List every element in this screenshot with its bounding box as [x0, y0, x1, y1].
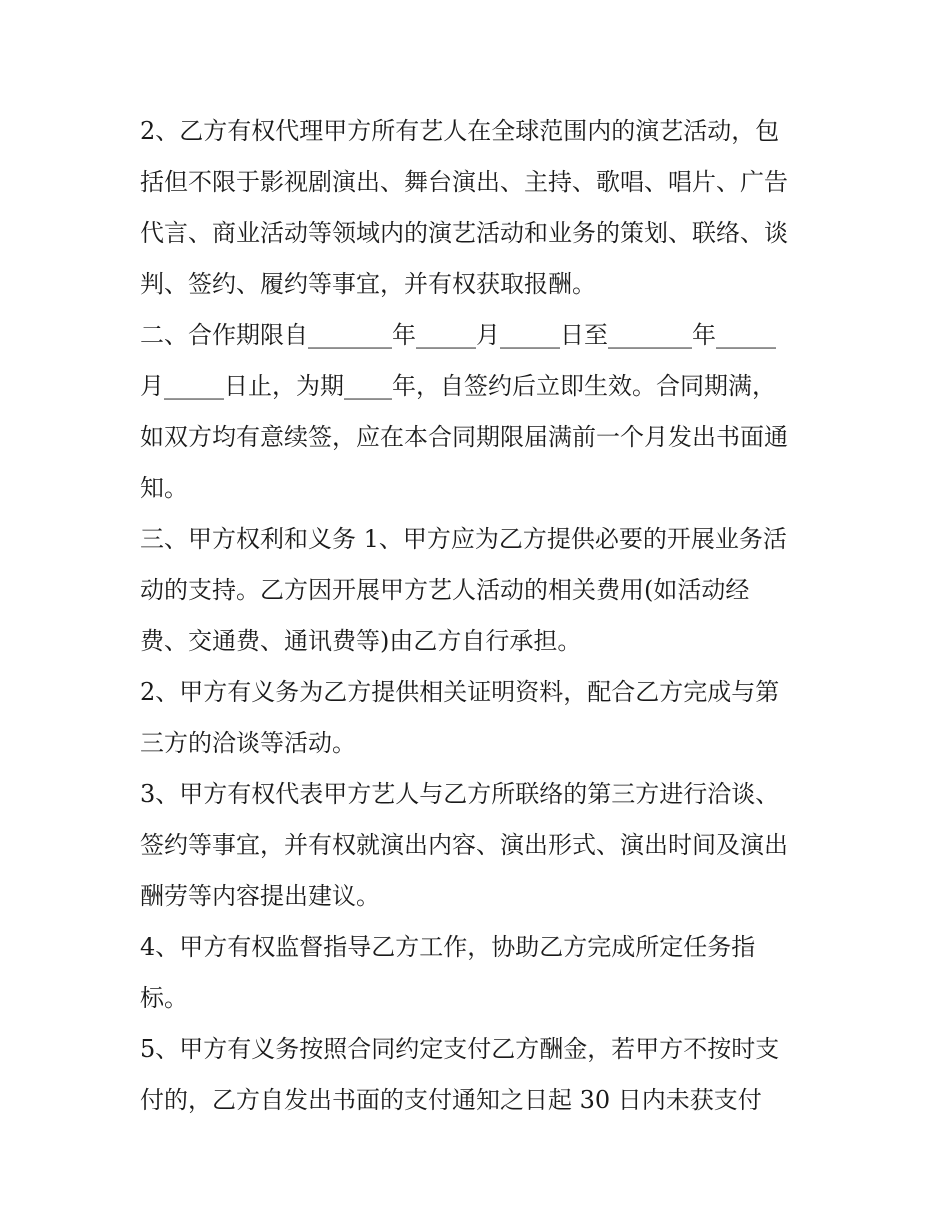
text-line: 月_____日止，为期____年，自签约后立即生效。合同期满，	[140, 372, 776, 400]
text-line: 动的支持。乙方因开展甲方艺人活动的相关费用(如活动经	[140, 576, 750, 604]
text-line: 2、乙方有权代理甲方所有艺人在全球范围内的演艺活动，包	[140, 117, 780, 145]
text-line: 代言、商业活动等领域内的演艺活动和业务的策划、联络、谈	[140, 219, 788, 247]
text-line: 2、甲方有义务为乙方提供相关证明资料，配合乙方完成与第	[140, 678, 780, 706]
text-line: 签约等事宜，并有权就演出内容、演出形式、演出时间及演出	[140, 831, 788, 859]
text-line: 费、交通费、通讯费等)由乙方自行承担。	[140, 627, 582, 655]
text-line: 如双方均有意续签，应在本合同期限届满前一个月发出书面通	[140, 423, 788, 451]
text-line: 4、甲方有权监督指导乙方工作，协助乙方完成所定任务指	[140, 933, 756, 961]
text-line: 括但不限于影视剧演出、舞台演出、主持、歌唱、唱片、广告	[140, 168, 788, 196]
text-line: 判、签约、履约等事宜，并有权获取报酬。	[140, 270, 596, 298]
text-line: 二、合作期限自_______年_____月_____日至_______年_____	[140, 321, 776, 349]
text-line: 5、甲方有义务按照合同约定支付乙方酬金，若甲方不按时支	[140, 1035, 780, 1063]
text-line: 标。	[140, 984, 188, 1012]
text-line: 付的，乙方自发出书面的支付通知之日起 30 日内未获支付	[140, 1086, 762, 1114]
text-line: 三、甲方权利和义务 1、甲方应为乙方提供必要的开展业务活	[140, 525, 787, 553]
text-line: 三方的洽谈等活动。	[140, 729, 356, 757]
text-line: 知。	[140, 474, 188, 502]
text-line: 3、甲方有权代表甲方艺人与乙方所联络的第三方进行洽谈、	[140, 780, 780, 808]
contract-text	[140, 106, 820, 1126]
text-line: 酬劳等内容提出建议。	[140, 882, 380, 910]
